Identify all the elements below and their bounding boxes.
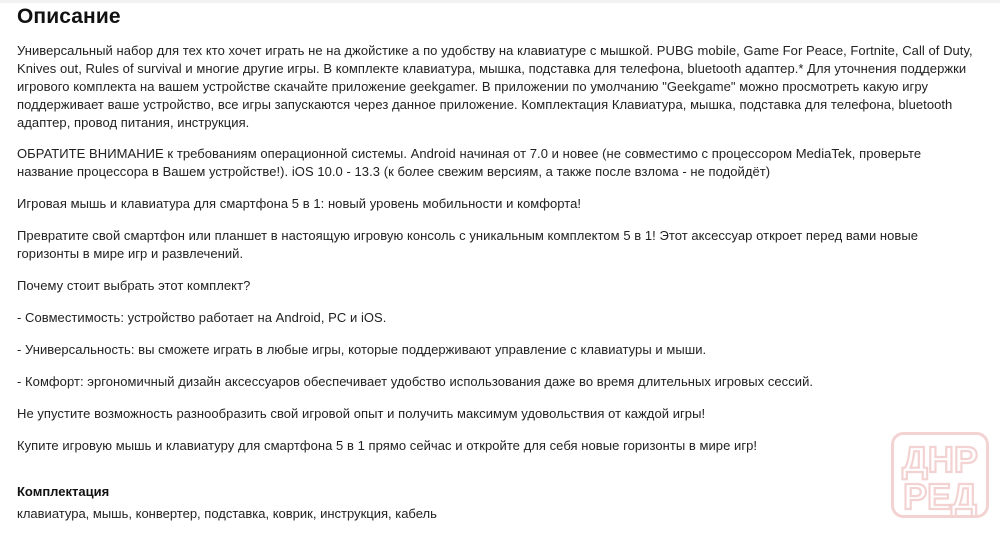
description-paragraph-10: Купите игровую мышь и клавиатуру для смартфона 5 в 1 прямо сейчас и откройте для себя новые горизонты в мире игр!: [17, 438, 758, 453]
top-divider: [0, 0, 1000, 3]
description-paragraph-3: Игровая мышь и клавиатура для смартфона 5 в 1: новый уровень мобильности и комфорта!: [17, 196, 582, 211]
description-paragraph-1: Универсальный набор для тех кто хочет играть не на джойстике а по удобству на клавиатуре с мышкой. PUBG mobile, Game For Peace, Fortnite, Call of Duty, Knives out, Rules of survival и многие другие игры. В комплекте клавиатура, мышка, подставка для телефона, bluetooth адаптер.* Для уточнения поддержки игрового комплекта на вашем устройстве скачайте приложение geekgamer. В приложении по умолчанию "Geekgame" можно просмотреть какую игру поддерживает ваше устройство, все игры запускаются через данное приложение. Комплектация Клавиатура, мышка, подставка для телефона, bluetooth адаптер, провод питания, инструкция.: [17, 43, 973, 130]
dnr-red-watermark-logo: [891, 432, 989, 518]
svg-text:ДНР: ДНР: [902, 439, 978, 480]
description-paragraph-5: Почему стоит выбрать этот комплект?: [17, 278, 251, 293]
description-title: Описание: [17, 5, 121, 28]
kit-contents: клавиатура, мышь, конвертер, подставка, коврик, инструкция, кабель: [17, 506, 437, 521]
description-body: [17, 42, 977, 455]
description-paragraph-6: - Совместимость: устройство работает на Android, PC и iOS.: [17, 310, 387, 325]
description-paragraph-8: - Комфорт: эргономичный дизайн аксессуаров обеспечивает удобство использования даже во время длительных игровых сессий.: [17, 374, 814, 389]
description-paragraph-2: ОБРАТИТЕ ВНИМАНИЕ к требованиям операционной системы. Android начиная от 7.0 и новее (не совместимо с процессором MediaTek, проверьте название процессора в Вашем устройстве!). iOS 10.0 - 13.3 (к более свежим версиям, а также после взлома - не подойдёт): [17, 146, 922, 179]
description-paragraph-9: Не упустите возможность разнообразить свой игровой опыт и получить максимум удовольствия от каждой игры!: [17, 406, 706, 421]
kit-title: Комплектация: [17, 484, 110, 499]
svg-text:РЕД: РЕД: [903, 476, 977, 517]
description-paragraph-7: - Универсальность: вы сможете играть в любые игры, которые поддерживают управление с клавиатуры и мыши.: [17, 342, 707, 357]
description-paragraph-4: Превратите свой смартфон или планшет в настоящую игровую консоль с уникальным комплектом 5 в 1! Этот аксессуар откроет перед вами новые горизонты в мире игр и развлечений.: [17, 228, 919, 261]
description-section: [17, 4, 977, 469]
